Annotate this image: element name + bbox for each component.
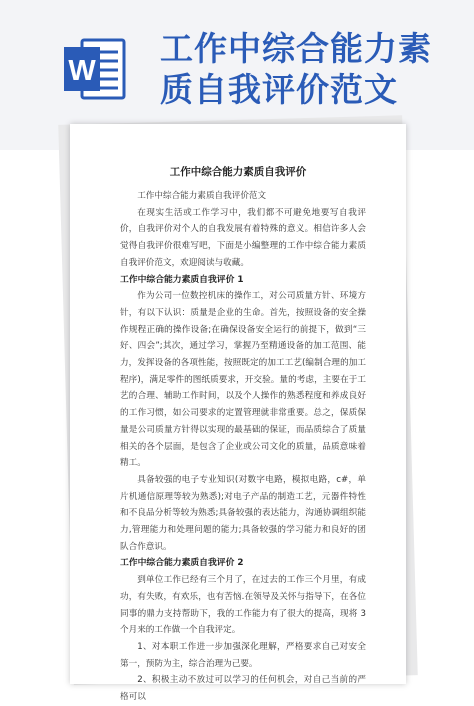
section-2-paragraph-2: 1、对本职工作进一步加强深化理解，严格要求自己对安全第一，预防为主，综合治理为己要。 <box>120 641 366 669</box>
svg-text:W: W <box>68 55 96 87</box>
banner-title-line-2: 质自我评价范文 <box>160 70 398 109</box>
section-2-paragraph-1: 到单位工作已经有三个月了，在过去的工作三个月里，有成功，有失败，有欢乐，也有苦恼.在领导及关怀与指导下，在各位同事的鼎力支持帮助下，我的工作能力有了很大的提高，现将 3 个月来的工作做一个自我评定。 <box>120 575 366 636</box>
section-2-paragraph-3: 2、积极主动不放过可以学习的任何机会，对自己当前的严格可以 <box>120 675 366 703</box>
word-document-icon <box>64 36 126 102</box>
banner-title-line-1: 工作中综合能力素 <box>160 29 432 68</box>
document-title: 工作中综合能力素质自我评价 <box>169 166 307 178</box>
section-heading-2: 工作中综合能力素质自我评价 2 <box>120 558 244 569</box>
document-body <box>120 188 366 706</box>
section-heading-1: 工作中综合能力素质自我评价 1 <box>120 274 244 285</box>
document-page <box>70 124 406 703</box>
section-1-paragraph-1: 作为公司一位数控机床的操作工，对公司质量方针、环境方针，有以下认识：质量是企业的生命。首先，按照设备的安全操作规程正确的操作设备;在确保设备安全运行的前提下，做到“三好、四会”;其次，通过学习，掌握乃至精通设备的加工范围、能力，发挥设备的各项性能，按照既定的加工工艺(编制合理的加工程序)，满足零件的图纸质要求，开交验。量的考虑，主要在于工艺的合理、辅助工作时间，以及个人操作的熟悉程度和养成良好的工作习惯，如公司要求的定置管理就非常重要。总之，保质保量是公司质量方针得以实现的最基础的保证，而品质综合了质量相关的各个层面，是包含了企业或公司文化的质量，品质意味着精工。 <box>120 291 366 469</box>
banner-title <box>160 28 470 110</box>
section-1-paragraph-2: 具备较强的电子专业知识(对数字电路，模拟电路，c#，单片机通信原理等较为熟悉);对电子产品的制造工艺，元器件特性和不良品分析等较为熟悉;具备较强的表达能力，沟通协调组织能力,管理能力和处理问题的能力;具备较强的学习能力和良好的团队合作意识。 <box>120 474 366 552</box>
intro-paragraph: 在现实生活或工作学习中，我们都不可避免地要写自我评价，自我评价对个人的自我发展有着特殊的意义。相信许多人会觉得自我评价很难写吧，下面是小编整理的工作中综合能力素质自我评价范文，欢迎阅读与收藏。 <box>120 207 366 268</box>
intro-line: 工作中综合能力素质自我评价范文 <box>137 191 267 201</box>
